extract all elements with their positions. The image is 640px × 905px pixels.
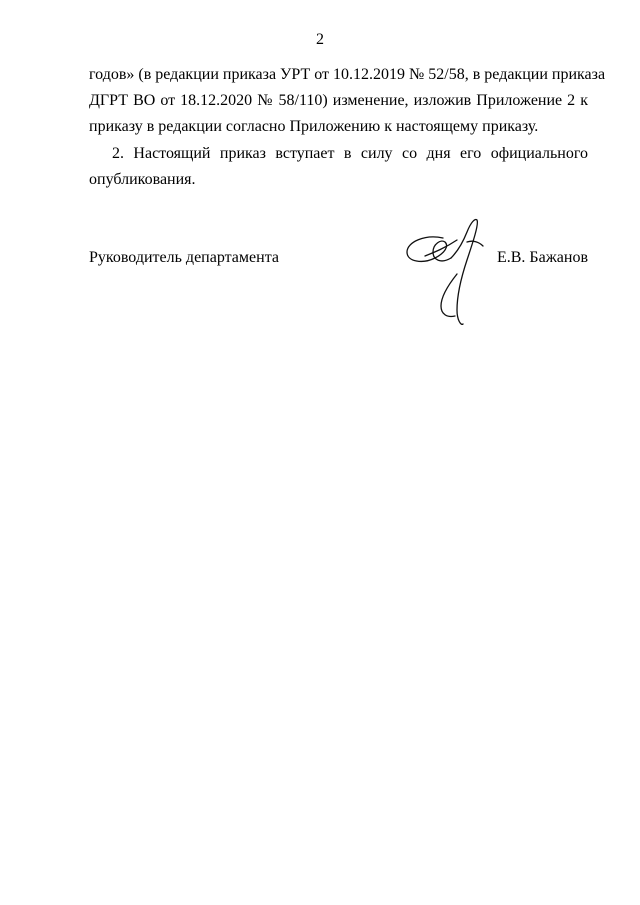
signer-name: Е.В. Бажанов	[496, 249, 588, 266]
page-number: 2	[316, 31, 324, 48]
handwritten-signature	[395, 212, 495, 330]
body-line-3: приказу в редакции согласно Приложению к настоящему приказу.	[89, 118, 539, 135]
body-line-5: опубликования.	[89, 171, 196, 188]
body-line-4: 2. Настоящий приказ вступает в силу со дня его официального	[112, 145, 588, 162]
body-line-2: ДГРТ ВО от 18.12.2020 № 58/110) изменение, изложив Приложение 2 к	[89, 92, 588, 109]
body-line-1: годов» (в редакции приказа УРТ от 10.12.2019 № 52/58, в редакции приказа	[89, 66, 606, 83]
signer-title: Руководитель департамента	[89, 249, 279, 266]
